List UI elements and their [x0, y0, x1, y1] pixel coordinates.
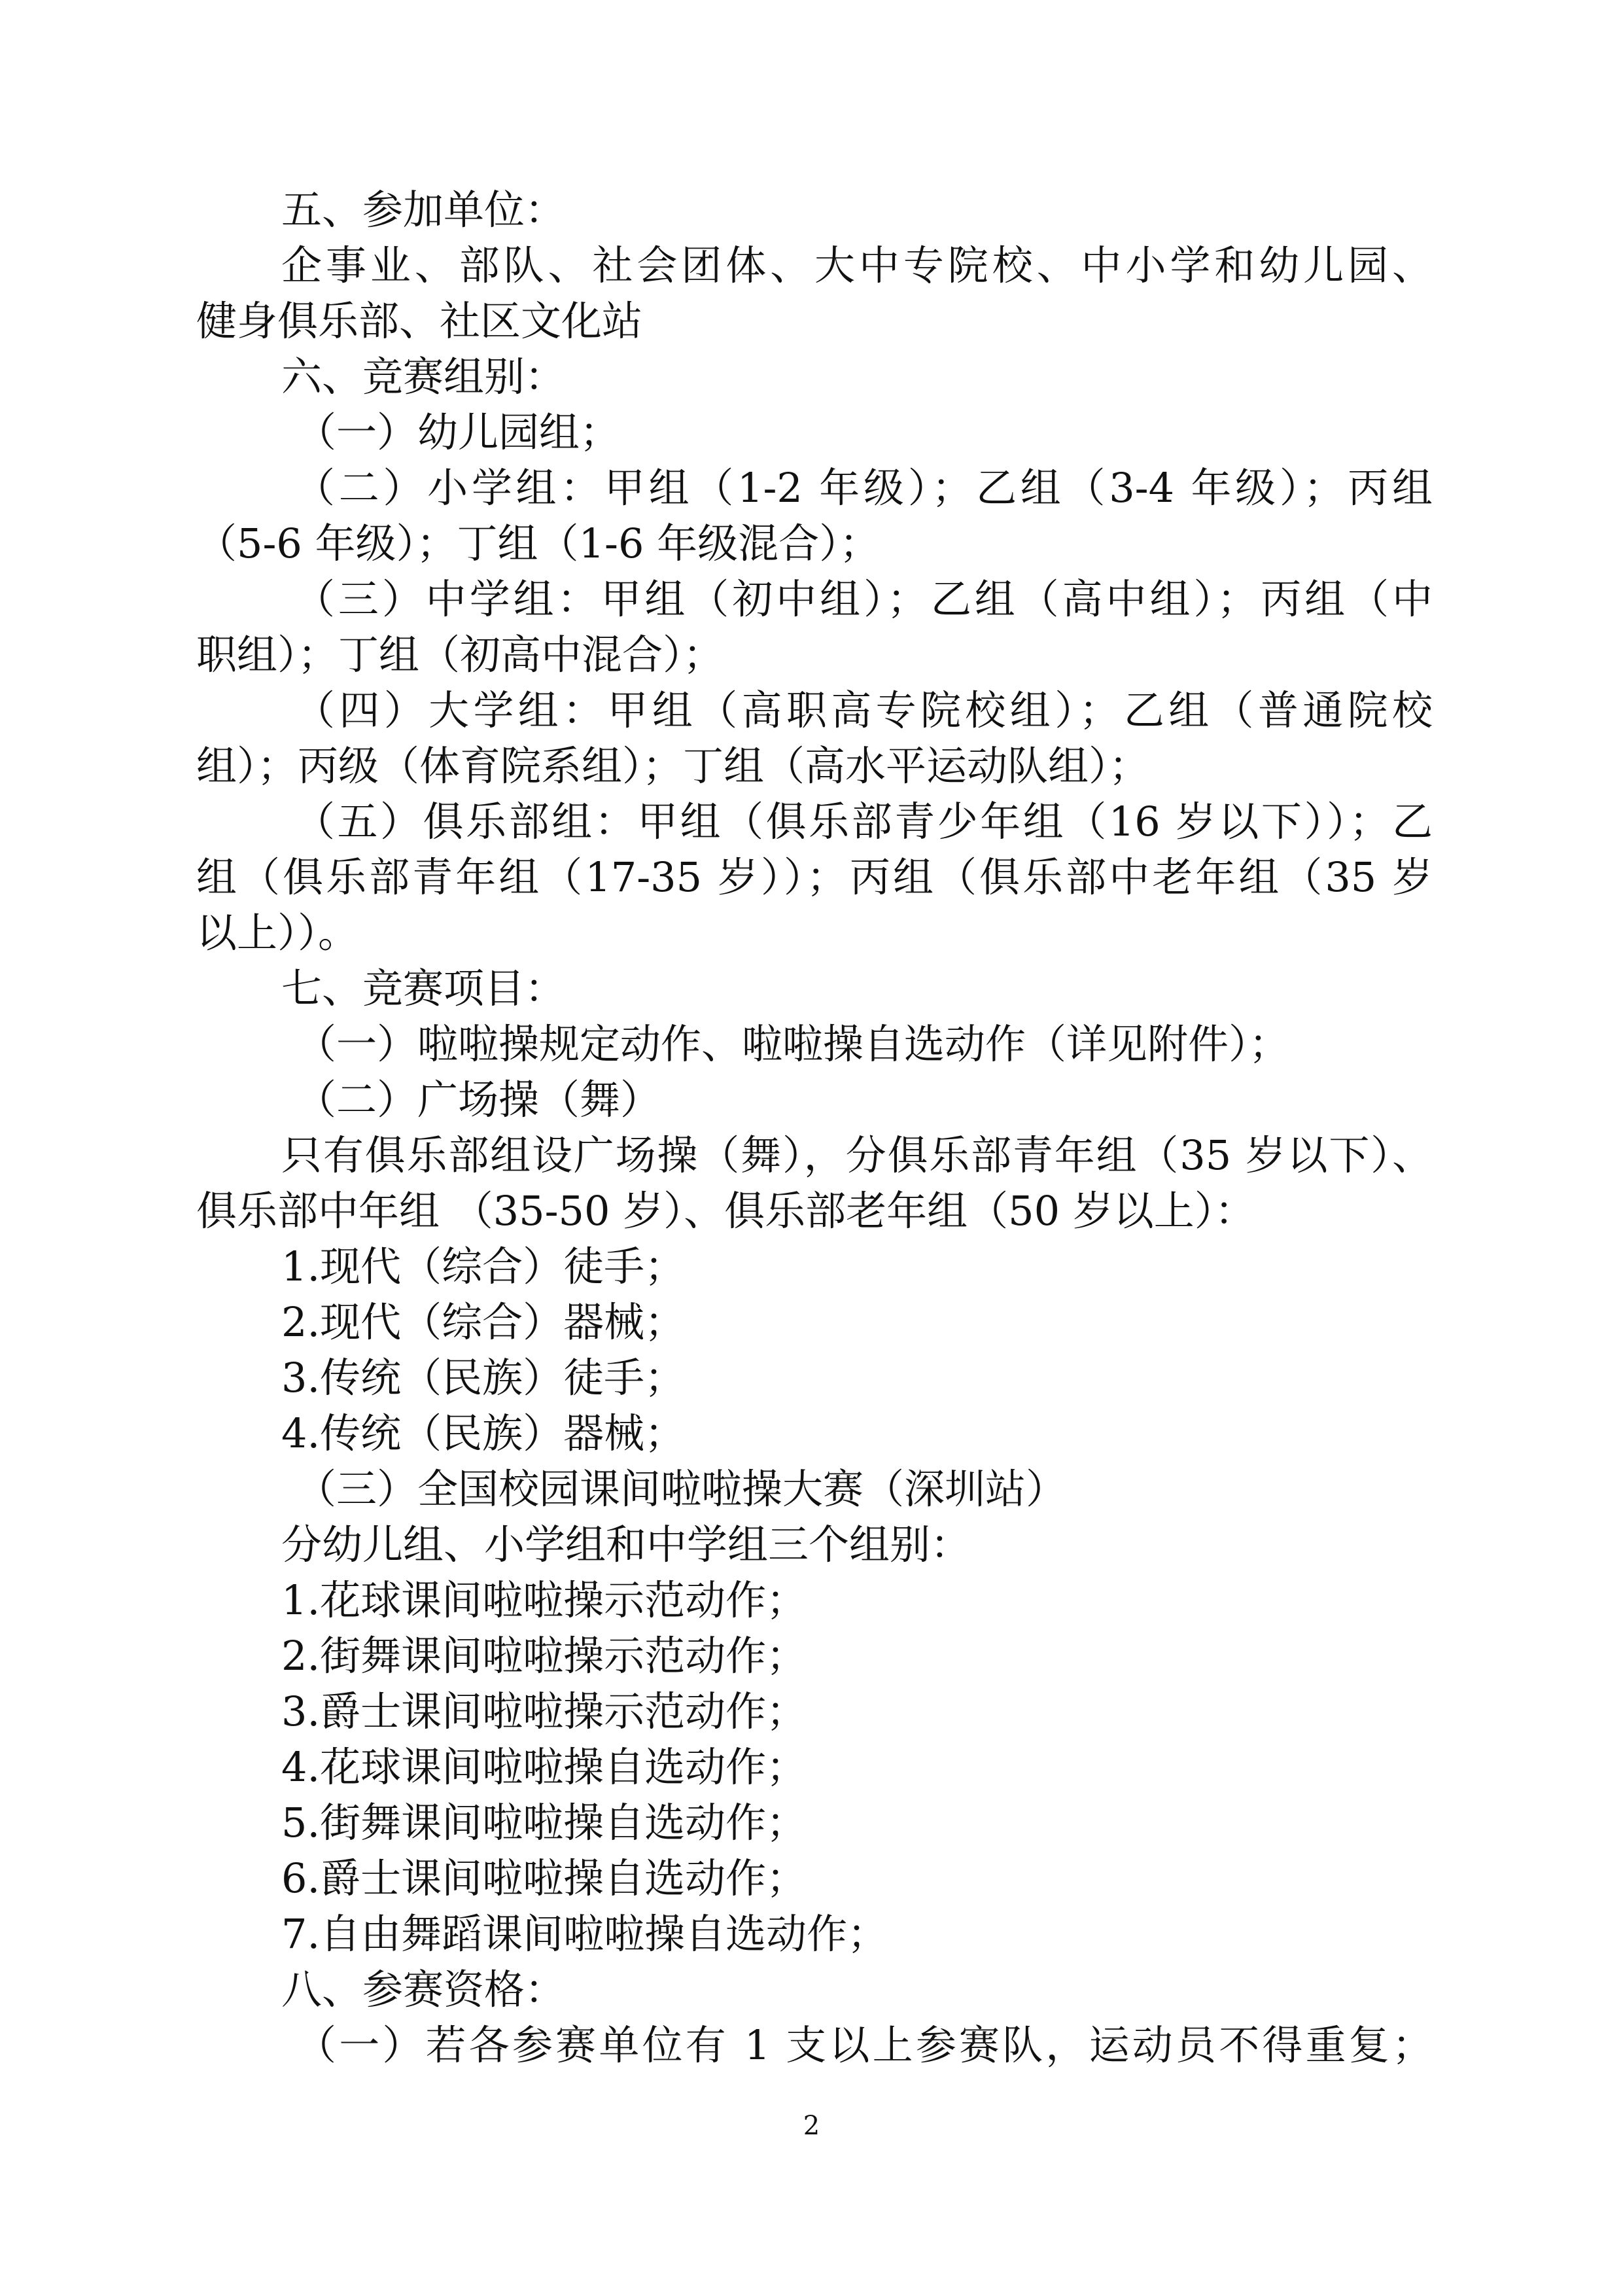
list-item-continuation: 以上））。	[196, 909, 359, 957]
list-item: 3.传统（民族）徒手；	[281, 1354, 686, 1402]
section-heading-eligibility: 八、参赛资格：	[281, 1966, 566, 2013]
list-item: 6.爵士课间啦啦操自选动作；	[281, 1854, 807, 1902]
paragraph-line: 分幼儿组、小学组和中学组三个组别：	[281, 1521, 971, 1568]
list-item: 1.现代（综合）徒手；	[281, 1243, 686, 1290]
list-item: （三）全国校园课间啦啦操大赛（深圳站）	[296, 1465, 1067, 1513]
document-body	[196, 182, 1433, 2073]
list-item-continuation: 组（俱乐部青年组（17-35 岁））；丙组（俱乐部中老年组（35 岁	[196, 853, 1433, 901]
list-item-continuation: 职组）；丁组（初高中混合）；	[196, 631, 724, 679]
list-item: （四）大学组：甲组（高职高专院校组）；乙组（普通院校	[294, 686, 1433, 734]
list-item: 2.现代（综合）器械；	[281, 1298, 686, 1346]
list-item: （二）小学组：甲组（1-2 年级）；乙组（3-4 年级）；丙组	[294, 464, 1433, 512]
list-item: （五）俱乐部组：甲组（俱乐部青少年组（16 岁以下））；乙	[294, 798, 1433, 845]
list-item: （一）啦啦操规定动作、啦啦操自选动作（详见附件）；	[296, 1020, 1290, 1068]
list-item-continuation: （5-6 年级）；丁组（1-6 年级混合）；	[196, 520, 881, 567]
list-item: 2.街舞课间啦啦操示范动作；	[281, 1632, 807, 1680]
list-item: （一）幼儿园组；	[296, 408, 621, 456]
list-item: 1.花球课间啦啦操示范动作；	[281, 1576, 807, 1624]
paragraph-line: 只有俱乐部组设广场操（舞），分俱乐部青年组（35 岁以下）、	[281, 1131, 1433, 1179]
list-item: 7.自由舞蹈课间啦啦操自选动作；	[281, 1910, 888, 1958]
list-item: （三）中学组：甲组（初中组）；乙组（高中组）；丙组（中	[294, 575, 1433, 623]
paragraph-line: 健身俱乐部、社区文化站	[196, 297, 643, 345]
list-item-continuation: 组）；丙级（体育院系组）；丁组（高水平运动队组）；	[196, 742, 1150, 790]
list-item: 4.传统（民族）器械；	[281, 1409, 686, 1457]
list-item: 4.花球课间啦啦操自选动作；	[281, 1743, 807, 1791]
list-item: （二）广场操（舞）	[296, 1076, 661, 1123]
paragraph-line: 俱乐部中年组 （35-50 岁）、俱乐部老年组（50 岁以上）：	[196, 1187, 1255, 1235]
list-item: 5.街舞课间啦啦操自选动作；	[281, 1799, 807, 1846]
list-item: （一）若各参赛单位有 1 支以上参赛队，运动员不得重复；	[296, 2021, 1433, 2069]
section-heading-participants: 五、参加单位：	[281, 186, 566, 234]
paragraph-line: 企事业、部队、社会团体、大中专院校、中小学和幼儿园、	[281, 241, 1433, 289]
section-heading-groups: 六、竞赛组别：	[281, 353, 566, 400]
page-number: 2	[803, 2111, 820, 2141]
section-heading-events: 七、竞赛项目：	[281, 964, 566, 1012]
list-item: 3.爵士课间啦啦操示范动作；	[281, 1687, 807, 1735]
